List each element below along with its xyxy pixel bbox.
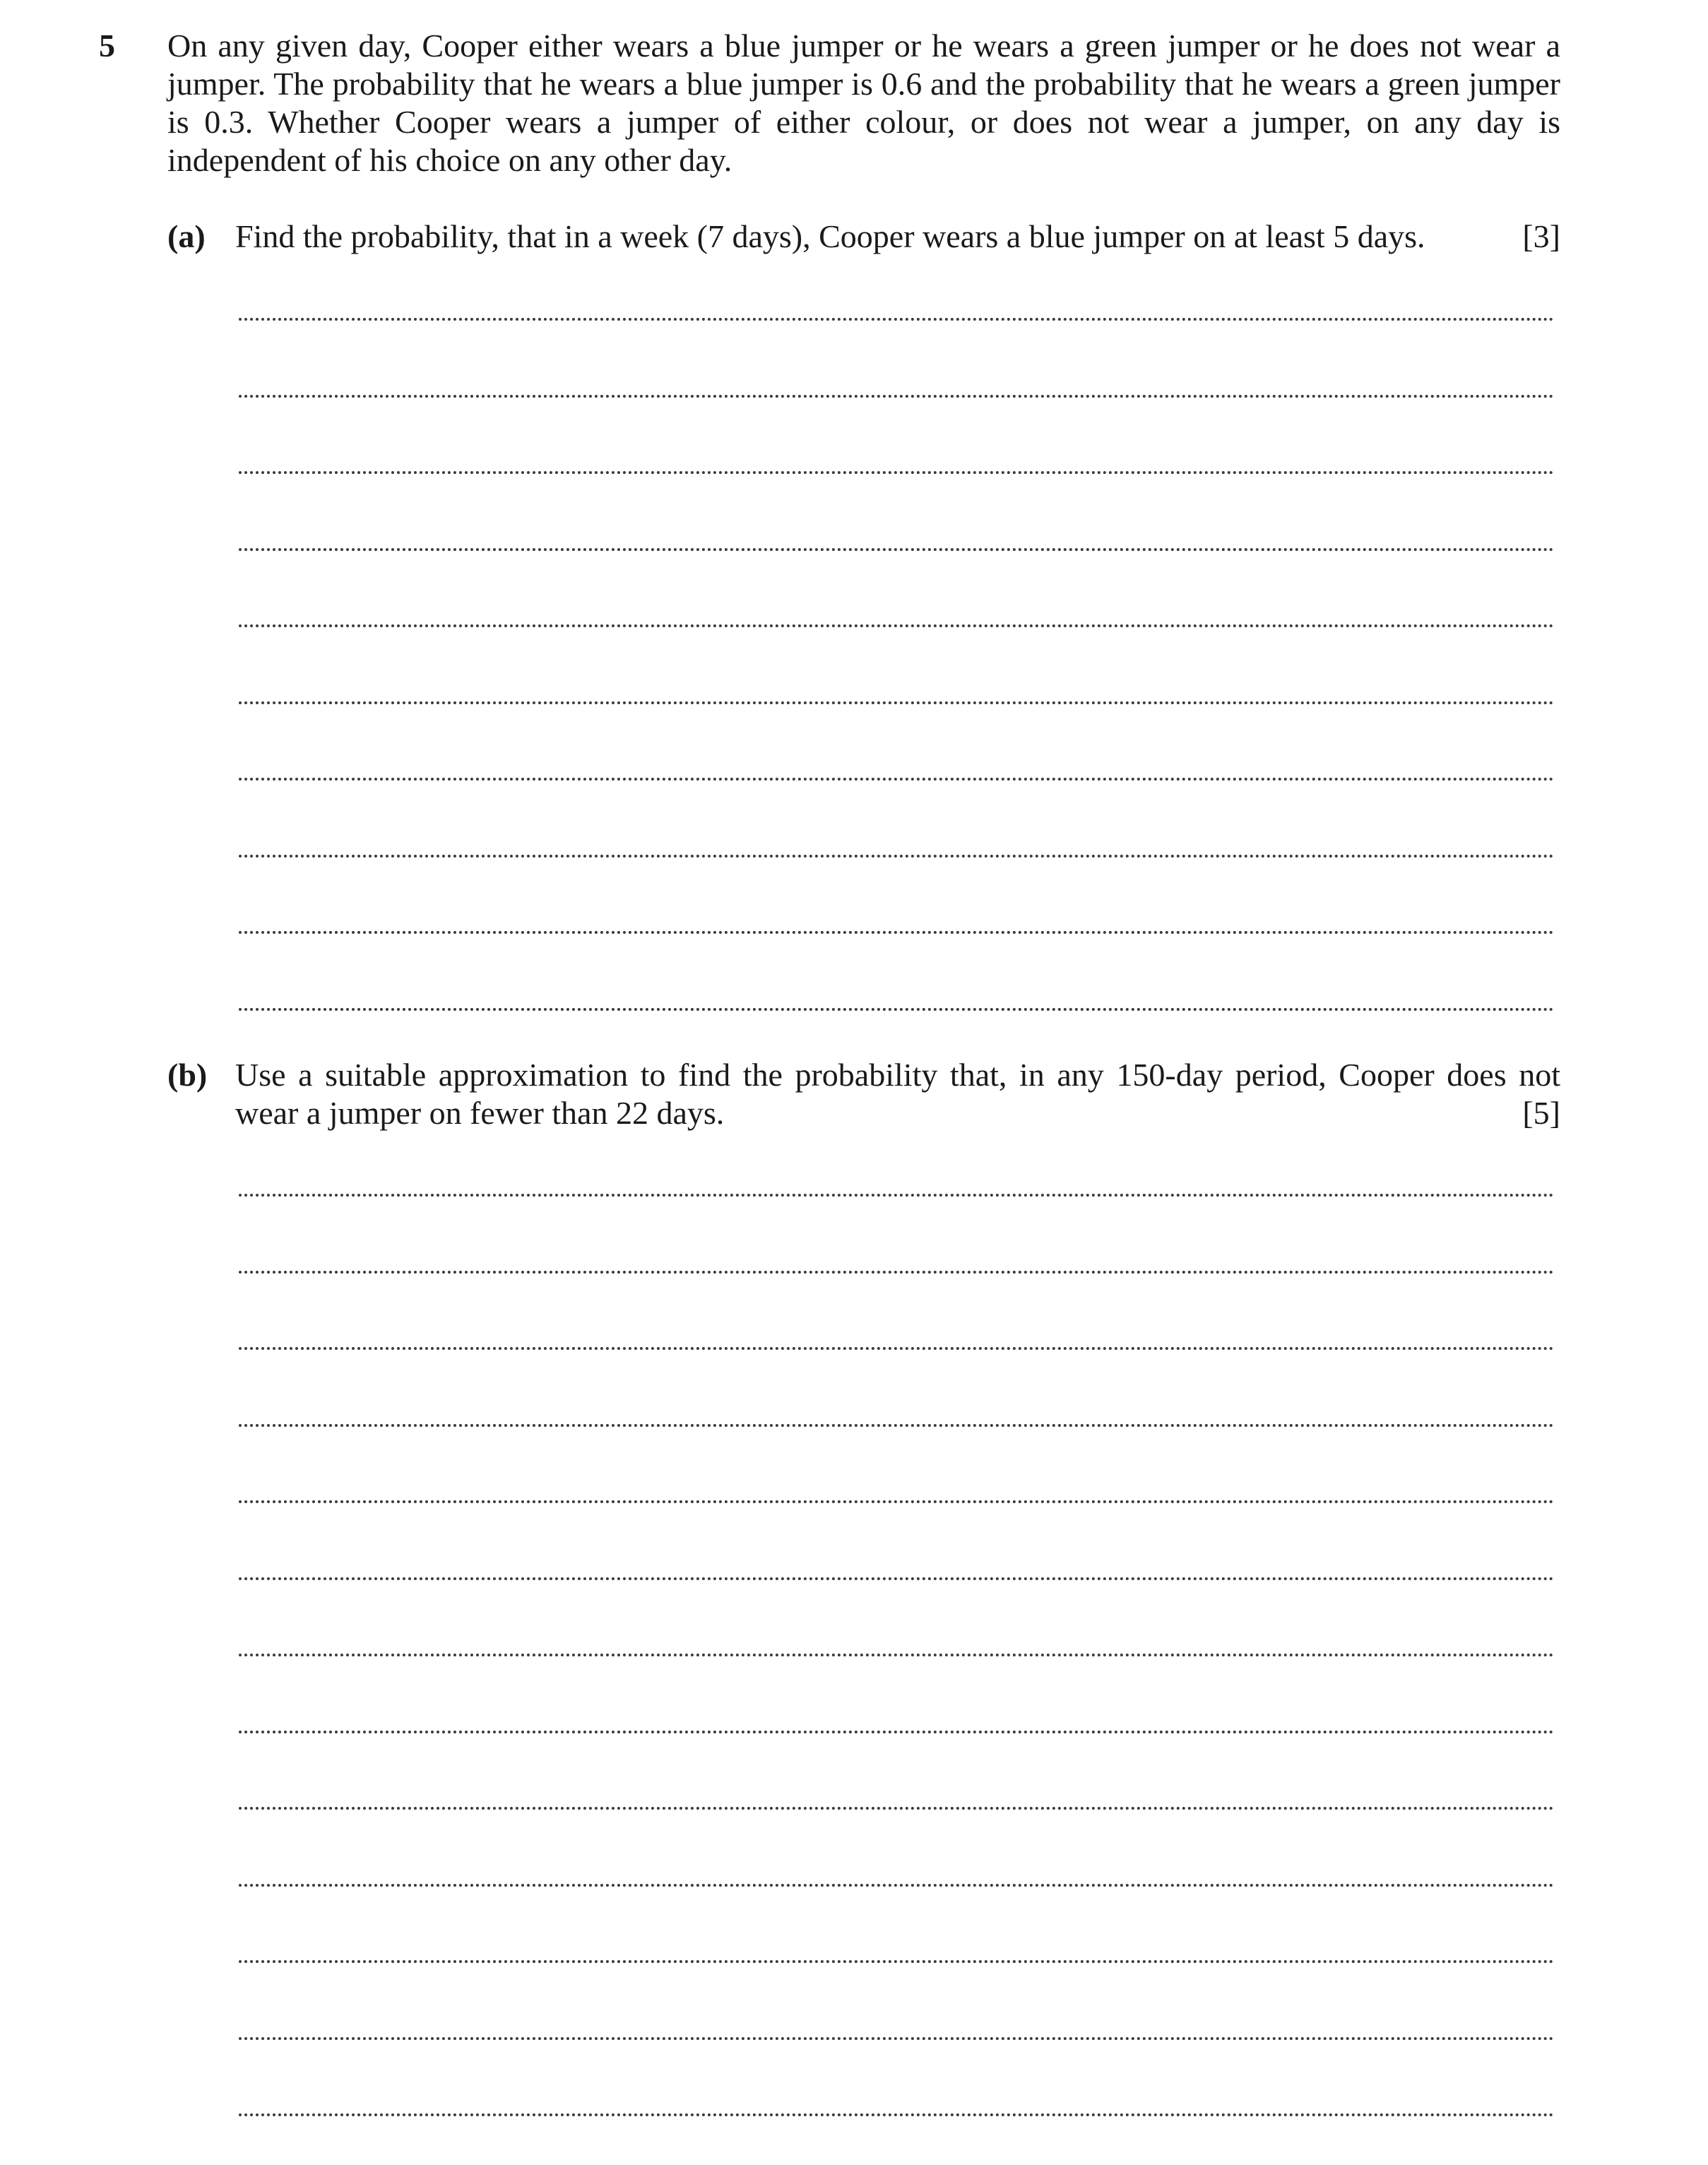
answer-line[interactable] [239, 318, 1554, 321]
answer-line[interactable] [239, 1424, 1554, 1427]
answer-line[interactable] [239, 1347, 1554, 1350]
part-a-question [235, 218, 1560, 256]
answer-line[interactable] [239, 548, 1554, 551]
answer-line[interactable] [239, 1654, 1554, 1656]
part-a-label: (a) [167, 218, 206, 254]
answer-line[interactable] [239, 2037, 1554, 2040]
answer-line[interactable] [239, 778, 1554, 781]
answer-line[interactable] [239, 2113, 1554, 2116]
part-b-label: (b) [167, 1057, 208, 1093]
answer-line[interactable] [239, 1807, 1554, 1810]
answer-line[interactable] [239, 1731, 1554, 1733]
answer-line[interactable] [239, 1500, 1554, 1503]
answer-line[interactable] [239, 1884, 1554, 1887]
part-a-text: Find the probability, that in a week (7 days), Cooper wears a blue jumper on at least 5 days. [235, 218, 1425, 254]
answer-line[interactable] [239, 1008, 1554, 1011]
part-b-text-line2-wrap [235, 1094, 1560, 1132]
part-b-text-line2: wear a jumper on fewer than 22 days. [235, 1095, 725, 1131]
question-number: 5 [99, 28, 115, 64]
answer-line[interactable] [239, 1960, 1554, 1963]
answer-line[interactable] [239, 1194, 1554, 1197]
answer-line[interactable] [239, 395, 1554, 398]
answer-line[interactable] [239, 931, 1554, 934]
answer-line[interactable] [239, 855, 1554, 858]
part-a-marks: [3] [1522, 218, 1560, 254]
question-stem: On any given day, Cooper either wears a blue jumper or he wears a green jumper or he does not wear a jumper. The probability that he wears a blue jumper is 0.6 and the probability that he wears a green jumper is 0.3. Whether Cooper wears a jumper of either colour, or does not wear a jumper, on any day is independent of his choice on any other day. [167, 28, 1560, 178]
answer-line[interactable] [239, 624, 1554, 627]
answer-line[interactable] [239, 1271, 1554, 1274]
answer-line[interactable] [239, 1577, 1554, 1580]
answer-line[interactable] [239, 701, 1554, 704]
part-b-question [235, 1056, 1560, 1132]
answer-line[interactable] [239, 471, 1554, 474]
part-b-marks: [5] [1522, 1095, 1560, 1131]
part-b-text-line1: Use a suitable approximation to find the probability that, in any 150-day period, Cooper does not [235, 1057, 1560, 1093]
